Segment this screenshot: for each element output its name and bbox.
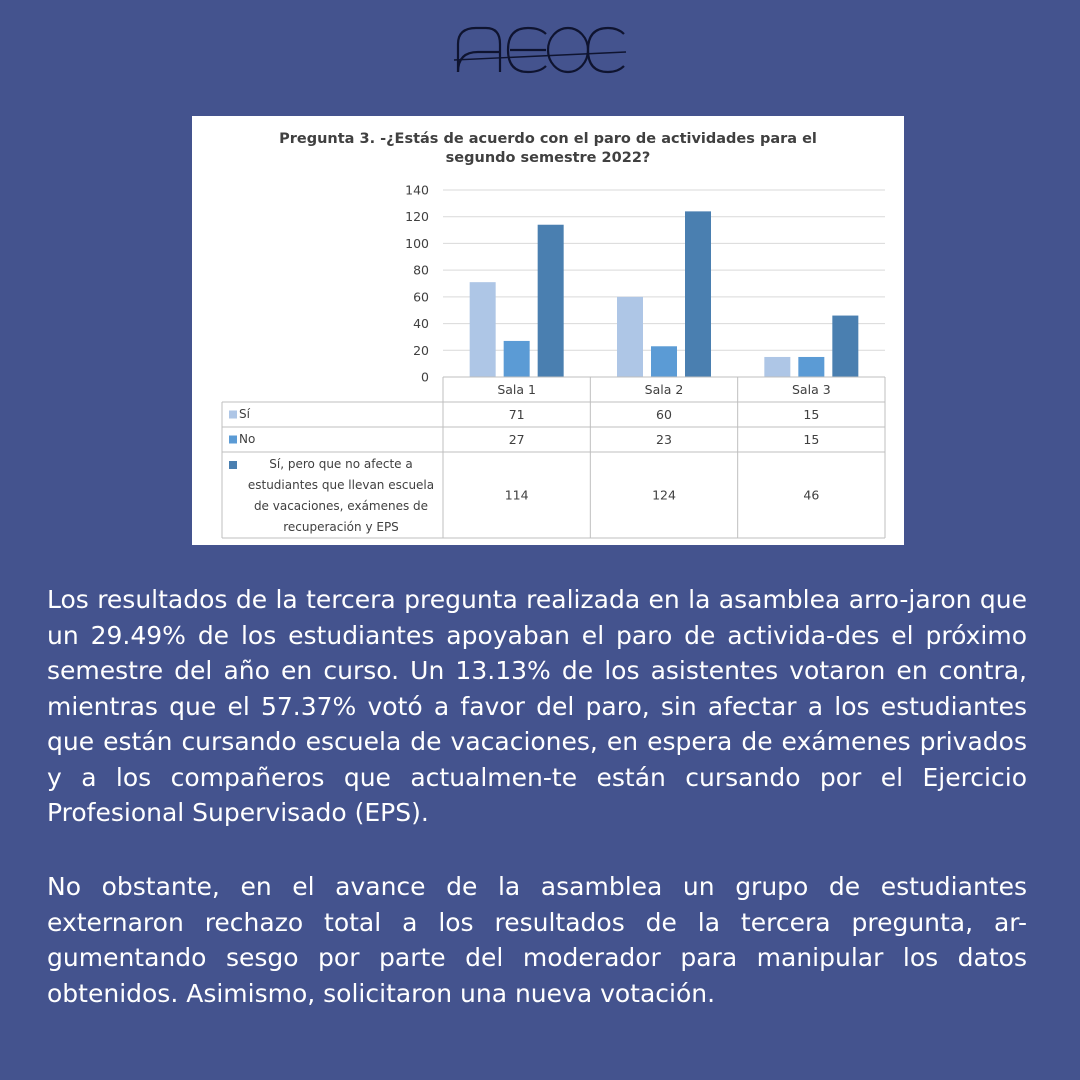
table-value: 27 <box>508 432 525 447</box>
y-tick-label: 0 <box>421 369 429 385</box>
y-tick-label: 40 <box>413 316 429 332</box>
table-value: 23 <box>656 432 672 447</box>
table-value: 46 <box>803 487 820 503</box>
bar <box>504 341 530 377</box>
table-value: 15 <box>803 432 820 447</box>
y-tick-label: 100 <box>405 235 429 251</box>
legend-label-no <box>239 429 255 450</box>
category-label: Sala 2 <box>644 382 684 397</box>
aeoc-logo <box>452 22 628 78</box>
chart-title-line-1: Pregunta 3. -¿Estás de acuerdo con el paro de actividades para el <box>279 131 817 147</box>
legend-label-si <box>239 404 250 425</box>
table-value: 114 <box>504 487 529 503</box>
table-value: 124 <box>652 487 676 503</box>
y-tick-label: 60 <box>413 289 429 305</box>
table-value: 71 <box>508 407 525 422</box>
legend-label-si-pero-line-3: de vacaciones, exámenes de <box>253 499 429 513</box>
legend-label-si-pero-line-1: Sí, pero que no afecte a <box>269 457 413 471</box>
legend-key <box>229 411 237 419</box>
y-tick-label: 140 <box>405 182 429 198</box>
bar <box>685 211 711 377</box>
bar <box>798 357 824 377</box>
table-value: 60 <box>656 407 672 422</box>
chart-title-line-2: segundo semestre 2022? <box>445 150 651 166</box>
y-tick-label: 20 <box>413 342 429 358</box>
bar <box>832 316 858 377</box>
legend-label-si-pero-line-4: recuperación y EPS <box>283 520 399 534</box>
bar <box>764 357 790 377</box>
legend-label-si-text: Sí <box>239 407 250 421</box>
category-label: Sala 1 <box>497 382 536 397</box>
legend-key <box>229 436 237 444</box>
bar <box>470 282 496 377</box>
legend-label-no-text: No <box>239 432 256 446</box>
table-value: 15 <box>803 407 820 422</box>
paragraph-2: No obstante, en el avance de la asamblea un grupo de estudiantes externaron rechazo total a los resultados de la tercera pregunta, ar-gumentando sesgo por parte del moderador para manipular los datos obtenidos. Asimismo, solicitaron una nueva votación. <box>47 872 1027 1008</box>
legend-label-si-pero <box>236 454 446 538</box>
y-tick-label: 80 <box>413 262 429 278</box>
bar <box>617 297 643 377</box>
bar <box>538 225 564 377</box>
bar <box>651 346 677 377</box>
y-tick-label: 120 <box>405 209 429 225</box>
chart-card <box>192 116 904 545</box>
legend-label-si-pero-line-2: estudiantes que llevan escuela <box>247 478 435 492</box>
category-label: Sala 3 <box>792 382 831 397</box>
paragraph-1: Los resultados de la tercera pregunta realizada en la asamblea arro-jaron que un 29.49% de los estudiantes apoyaban el paro de activida-des el próximo semestre del año en curso. Un 13.13% de los asistentes votaron en contra, mientras que el 57.37% votó a favor del paro, sin afectar a los estudiantes que están cursando escuela de vacaciones, en espera de exámenes privados y a los compañeros que actualmen-te están cursando por el Ejercicio Profesional Supervisado (EPS). <box>47 585 1027 827</box>
